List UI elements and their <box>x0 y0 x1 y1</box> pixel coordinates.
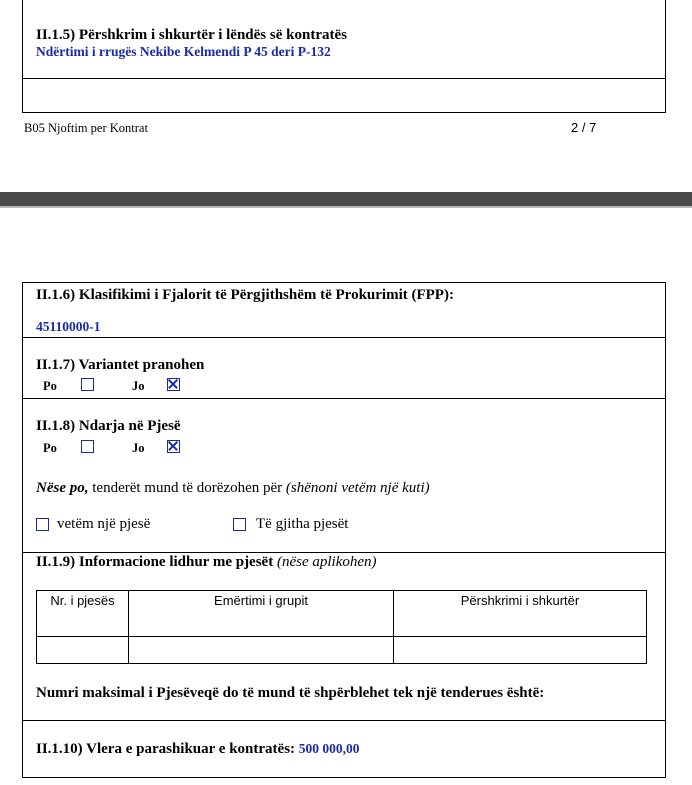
only-one-part-checkbox[interactable] <box>36 518 49 531</box>
section-219-title: II.1.9) Informacione lidhur me pjesët <box>36 554 274 570</box>
nese-po-text: tenderët mund të dorëzohen për <box>88 480 286 496</box>
parts-po-label: Po <box>43 441 57 455</box>
section-2110-line <box>36 741 360 758</box>
parts-jo-label: Jo <box>132 441 145 455</box>
only-one-part-label: vetëm një pjesë <box>57 516 151 532</box>
table-cell[interactable] <box>129 637 394 664</box>
parts-table <box>36 590 647 664</box>
page-separator <box>0 192 692 206</box>
divider <box>22 720 666 721</box>
section-218-title: II.1.8) Ndarja në Pjesë <box>36 418 181 434</box>
divider <box>22 398 666 399</box>
variants-po-checkbox[interactable] <box>81 378 94 391</box>
table-header-description: Përshkrimi i shkurtër <box>394 591 647 637</box>
page-separator-shadow <box>0 206 692 208</box>
section-2110-title: II.1.10) Vlera e parashikuar e kontratës: <box>36 741 296 757</box>
divider <box>22 337 666 338</box>
section-216-title: II.1.6) Klasifikimi i Fjalorit të Përgjithshëm të Prokurimit (FPP): <box>36 287 454 303</box>
variants-po-label: Po <box>43 379 57 393</box>
table-header-nr: Nr. i pjesës <box>37 591 129 637</box>
nese-po-italic: (shënoni vetëm një kuti) <box>285 480 430 496</box>
variants-jo-label: Jo <box>132 379 145 393</box>
footer-page-number: 2 / 7 <box>571 120 597 135</box>
all-parts-checkbox[interactable] <box>233 518 246 531</box>
table-row <box>37 637 647 664</box>
section-215-title: II.1.5) Përshkrim i shkurtër i lëndës së kontratës <box>36 27 347 43</box>
all-parts-label: Të gjitha pjesët <box>256 516 349 532</box>
max-parts-text: Numri maksimal i Pjesëveqë do të mund të shpërblehet tek një tenderues është: <box>36 685 545 701</box>
section-216-value: 45110000-1 <box>36 319 101 334</box>
section-2110-value: 500 000,00 <box>298 741 360 756</box>
section-219-line <box>36 554 377 571</box>
divider <box>22 552 666 553</box>
table-cell[interactable] <box>394 637 647 664</box>
section-217-title: II.1.7) Variantet pranohen <box>36 357 205 373</box>
table-cell[interactable] <box>37 637 129 664</box>
parts-jo-checkbox[interactable] <box>167 440 180 453</box>
nese-po-bold: Nëse po, <box>36 480 89 496</box>
variants-jo-checkbox[interactable] <box>167 378 180 391</box>
nese-po-line <box>36 480 430 497</box>
section-215-value: Ndërtimi i rrugës Nekibe Kelmendi P 45 deri P-132 <box>36 44 331 59</box>
section-219-italic: (nëse aplikohen) <box>276 554 377 570</box>
footer-left: B05 Njoftim per Kontrat <box>24 121 148 135</box>
table-header-row <box>37 591 647 637</box>
table-header-group: Emërtimi i grupit <box>129 591 394 637</box>
parts-po-checkbox[interactable] <box>81 440 94 453</box>
empty-row-box <box>22 78 666 113</box>
